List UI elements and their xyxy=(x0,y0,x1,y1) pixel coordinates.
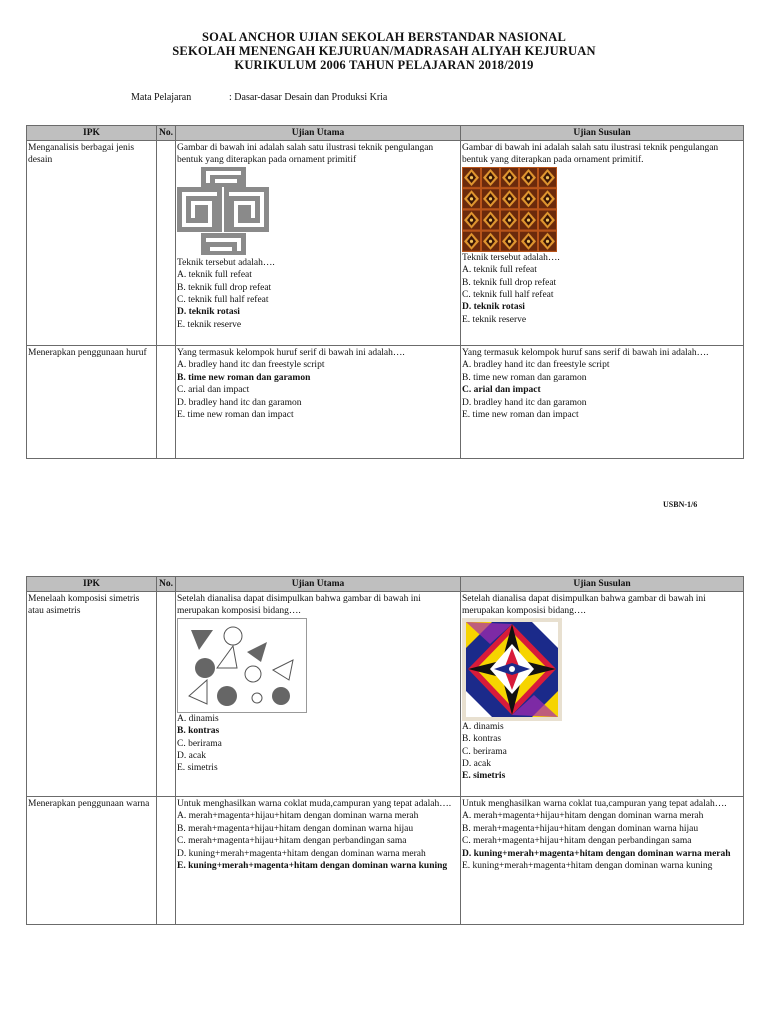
header-title-2: SEKOLAH MENENGAH KEJURUAN/MADRASAH ALIYAH KEJURUAN xyxy=(172,44,596,58)
ipk-cell: Menerapkan penggunaan huruf xyxy=(27,346,157,459)
question-stem: Teknik tersebut adalah…. xyxy=(177,257,275,268)
answer-option: E. teknik reserve xyxy=(462,314,527,325)
question-table-1 xyxy=(26,125,744,459)
answer-option: D. bradley hand itc dan garamon xyxy=(462,397,587,408)
question-text: Untuk menghasilkan warna coklat tua,campuran yang tepat adalah…. xyxy=(462,799,727,809)
shapes-composition-image xyxy=(177,618,307,713)
utama-cell xyxy=(176,346,461,459)
batik-pattern-image xyxy=(462,167,557,252)
col-ipk: IPK xyxy=(27,126,157,141)
question-text: Gambar di bawah ini adalah salah satu ilustrasi teknik pengulangan bentuk yang diterapkan pada ornament primitif. xyxy=(462,143,719,166)
no-cell xyxy=(157,141,176,346)
answer-option: A. merah+magenta+hijau+hitam dengan dominan warna merah xyxy=(177,811,419,822)
answer-option: B. teknik full drop refeat xyxy=(462,277,557,288)
answer-option: B. kontras xyxy=(177,726,220,737)
answer-option: B. kontras xyxy=(462,734,502,745)
answer-option: D. kuning+merah+magenta+hitam dengan dominan warna merah xyxy=(462,848,731,859)
question-stem: Teknik tersebut adalah…. xyxy=(462,252,560,263)
utama-cell xyxy=(176,797,461,925)
susulan-cell xyxy=(461,797,744,925)
col-utama: Ujian Utama xyxy=(176,126,461,141)
col-utama: Ujian Utama xyxy=(176,577,461,592)
answer-option: A. teknik full refeat xyxy=(462,265,537,276)
question-text: Setelah dianalisa dapat disimpulkan bahwa gambar di bawah ini merupakan komposisi bidang…. xyxy=(462,594,706,617)
answer-option: A. teknik full refeat xyxy=(177,270,252,281)
answer-option: A. dinamis xyxy=(462,721,504,732)
answer-option: E. simetris xyxy=(177,763,218,774)
subject-line xyxy=(131,92,387,103)
greek-key-ornament-image xyxy=(177,167,272,257)
question-text: Yang termasuk kelompok huruf sans serif di bawah ini adalah…. xyxy=(462,348,709,358)
col-no: No. xyxy=(157,577,176,592)
answer-option: E. time new roman dan impact xyxy=(462,410,579,421)
document-header xyxy=(0,30,768,72)
utama-cell xyxy=(176,592,461,797)
symmetric-star-composition-image xyxy=(462,618,562,721)
ipk-cell: Menerapkan penggunaan warna xyxy=(27,797,157,925)
answer-option: A. merah+magenta+hijau+hitam dengan dominan warna merah xyxy=(462,811,704,822)
ipk-cell: Menganalisis berbagai jenis desain xyxy=(27,141,157,346)
page-number: USBN-1/6 xyxy=(663,500,698,509)
answer-option: D. teknik rotasi xyxy=(177,307,240,318)
header-title-3: KURIKULUM 2006 TAHUN PELAJARAN 2018/2019 xyxy=(234,58,534,72)
answer-option: C. merah+magenta+hijau+hitam dengan perbandingan sama xyxy=(177,836,407,847)
answer-option: C. teknik full half refeat xyxy=(177,295,269,306)
subject-label: Mata Pelajaran xyxy=(131,92,192,103)
answer-option: C. merah+magenta+hijau+hitam dengan perbandingan sama xyxy=(462,836,692,847)
answer-option: D. kuning+merah+magenta+hitam dengan dominan warna merah xyxy=(177,848,426,859)
answer-option: A. dinamis xyxy=(177,713,219,724)
question-text: Yang termasuk kelompok huruf serif di bawah ini adalah…. xyxy=(177,348,405,358)
question-text: Setelah dianalisa dapat disimpulkan bahwa gambar di bawah ini merupakan komposisi bidang…. xyxy=(177,594,421,617)
answer-option: B. time new roman dan garamon xyxy=(462,372,587,383)
answer-option: E. simetris xyxy=(462,771,506,782)
susulan-cell xyxy=(461,346,744,459)
ipk-cell: Menelaah komposisi simetris atau asimetris xyxy=(27,592,157,797)
answer-option: C. arial dan impact xyxy=(462,385,541,396)
answer-option: B. teknik full drop refeat xyxy=(177,282,272,293)
col-susulan: Ujian Susulan xyxy=(461,126,744,141)
question-table-2 xyxy=(26,576,744,925)
answer-option: C. arial dan impact xyxy=(177,385,250,396)
answer-option: D. acak xyxy=(462,759,492,770)
question-text: Gambar di bawah ini adalah salah satu ilustrasi teknik pengulangan bentuk yang diterapkan pada ornament primitif xyxy=(177,143,434,166)
no-cell xyxy=(157,592,176,797)
susulan-cell xyxy=(461,141,744,346)
table-row xyxy=(27,797,744,925)
answer-option: E. kuning+merah+magenta+hitam dengan dominan warna kuning xyxy=(177,861,448,872)
utama-cell xyxy=(176,141,461,346)
col-no: No. xyxy=(157,126,176,141)
answer-option: A. bradley hand itc dan freestyle script xyxy=(462,360,610,371)
subject-value: : Dasar-dasar Desain dan Produksi Kria xyxy=(229,92,388,103)
susulan-cell xyxy=(461,592,744,797)
col-ipk: IPK xyxy=(27,577,157,592)
no-cell xyxy=(157,797,176,925)
table-row xyxy=(27,346,744,459)
answer-option: B. merah+magenta+hijau+hitam dengan dominan warna hijau xyxy=(177,823,414,834)
answer-option: E. time new roman dan impact xyxy=(177,410,294,421)
answer-option: D. bradley hand itc dan garamon xyxy=(177,397,302,408)
answer-option: D. acak xyxy=(177,751,207,762)
answer-option: B. merah+magenta+hijau+hitam dengan dominan warna hijau xyxy=(462,823,699,834)
table-header xyxy=(27,126,744,141)
table-row xyxy=(27,592,744,797)
table-header xyxy=(27,577,744,592)
col-susulan: Ujian Susulan xyxy=(461,577,744,592)
answer-option: C. berirama xyxy=(462,746,507,757)
answer-option: D. teknik rotasi xyxy=(462,302,525,313)
answer-option: C. teknik full half refeat xyxy=(462,290,554,301)
answer-option: C. berirama xyxy=(177,738,222,749)
header-title-1: SOAL ANCHOR UJIAN SEKOLAH BERSTANDAR NASIONAL xyxy=(201,30,567,44)
question-text: Untuk menghasilkan warna coklat muda,campuran yang tepat adalah…. xyxy=(177,799,452,809)
answer-option: E. kuning+merah+magenta+hitam dengan dominan warna kuning xyxy=(462,861,713,872)
answer-option: A. bradley hand itc dan freestyle script xyxy=(177,360,325,371)
table-row xyxy=(27,141,744,346)
answer-option: E. teknik reserve xyxy=(177,319,242,330)
no-cell xyxy=(157,346,176,459)
answer-option: B. time new roman dan garamon xyxy=(177,372,311,383)
